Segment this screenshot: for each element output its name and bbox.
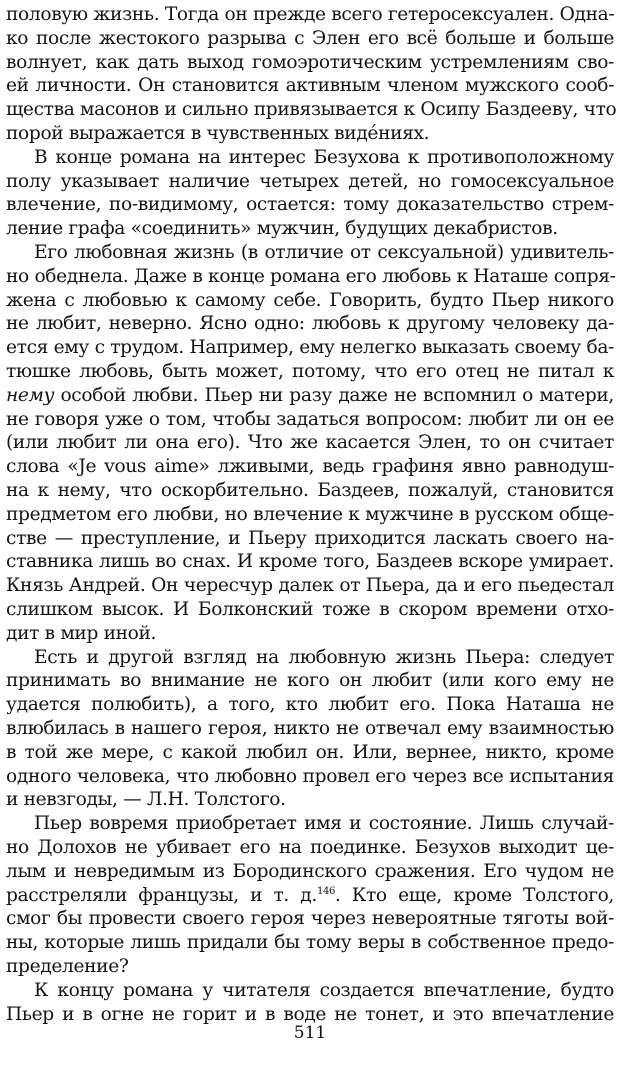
page-number: 511 bbox=[293, 1023, 327, 1043]
text-line: полу указывает наличие четырех детей, но гомосексуальное bbox=[6, 170, 614, 192]
text-line: влечение, по-видимому, остается: тому доказательство стрем- bbox=[6, 194, 614, 216]
text-line: не любит, неверно. Ясно одно: любовь к другому человеку да- bbox=[6, 313, 614, 335]
text-line: не говоря уже о том, чтобы задаться вопросом: любит ли он ее bbox=[6, 408, 614, 430]
line-text: расстреляли французы, и т. д. bbox=[6, 884, 317, 906]
text-line: лым и невредимым из Бородинского сражения. Его чудом не bbox=[6, 860, 614, 882]
text-line: волнует, как дать выход гомоэротическим устремлениям сво- bbox=[6, 51, 614, 73]
text-line: ей личности. Он становится активным членом мужского сооб- bbox=[6, 75, 614, 97]
text-line: ется ему с трудом. Например, ему нелегко выказать своему ба- bbox=[6, 337, 614, 359]
text-line: (или любит ли она его). Что же касается Элен, то он считает bbox=[6, 432, 614, 454]
text-line: ставника лишь во снах. И кроме того, Баздеев вскоре умирает. bbox=[6, 551, 614, 573]
text-line: жена с любовью к самому себе. Говорить, будто Пьер никого bbox=[6, 289, 614, 311]
text-line: принимать во внимание не кого он любит (или кого ему не bbox=[6, 670, 614, 692]
text-line: щества масонов и сильно привязывается к Осипу Баздееву, что bbox=[6, 99, 617, 121]
text-line: Пьер и в огне не горит и в воде не тонет, и это впечатление bbox=[6, 1003, 614, 1025]
text-line: в той же мере, с какой любил он. Или, вернее, никто, кроме bbox=[6, 741, 614, 763]
text-line: предметом его любви, но влечение к мужчине в русском обще- bbox=[6, 503, 614, 525]
text-line: тюшке любовь, быть может, потому, что его отец не питал к bbox=[6, 361, 614, 382]
text-line: Его любовная жизнь (в отличие от сексуальной) удивитель- bbox=[34, 242, 614, 263]
text-line: на к нему, что оскорбительно. Баздеев, пожалуй, становится bbox=[6, 480, 614, 501]
line-text-continued: . Кто еще, кроме Толстого, bbox=[335, 884, 614, 906]
text-line: Пьер вовремя приобретает имя и состояние. Лишь случай- bbox=[34, 813, 614, 835]
text-line: К концу романа у читателя создается впечатление, будто bbox=[34, 979, 614, 1001]
text-line: удается полюбить), а того, кто любит его. Пока Наташа не bbox=[6, 694, 614, 716]
text-line: стве — преступление, и Пьеру приходится ласкать своего на- bbox=[6, 527, 614, 549]
text-line: влюбилась в нашего героя, никто не отвечал ему взаимностью bbox=[6, 718, 614, 739]
text-line: Есть и другой взгляд на любовную жизнь Пьера: следует bbox=[34, 646, 614, 668]
text-line: и невзгоды, — Л.Н. Толстого. bbox=[6, 789, 286, 811]
text-line: дит в мир иной. bbox=[6, 622, 157, 644]
text-line: одного человека, что любовно провел его через все испытания bbox=[6, 765, 614, 787]
text-line: пределение? bbox=[6, 956, 129, 977]
text-line: слова «Je vous aime» лживыми, ведь графиня явно равнодуш- bbox=[6, 456, 614, 478]
line-text: особой любви. Пьер ни разу даже не вспомнил о матери, bbox=[54, 384, 614, 406]
text-line: ны, которые лишь придали бы тому веры в собственное предо- bbox=[6, 932, 614, 954]
text-line: но обеднела. Даже в конце романа его любовь к Наташе сопря- bbox=[6, 265, 616, 287]
text-line: но Долохов не убивает его на поединке. Безухов выходит це- bbox=[6, 837, 614, 858]
footnote-marker[interactable]: 146 bbox=[316, 885, 336, 897]
text-line: В конце романа на интерес Безухова к противоположному bbox=[34, 146, 614, 168]
text-line: смог бы провести своего героя через невероятные тяготы вой- bbox=[6, 908, 614, 930]
emphasized-word: нему bbox=[6, 384, 55, 406]
text-line: ко после жестокого разрыва с Элен его всё больше и больше bbox=[6, 27, 614, 49]
text-line: Князь Андрей. Он чересчур далек от Пьера, да и его пьедестал bbox=[6, 575, 614, 597]
text-line: половую жизнь. Тогда он прежде всего гетеросексуален. Одна- bbox=[6, 4, 615, 25]
text-line: слишком высок. И Болконский тоже в скором времени отхо- bbox=[6, 599, 614, 620]
text-line: порой выражается в чувственных видéниях. bbox=[6, 123, 430, 144]
text-line: ление графа «соединить» мужчин, будущих декабристов. bbox=[6, 218, 558, 240]
